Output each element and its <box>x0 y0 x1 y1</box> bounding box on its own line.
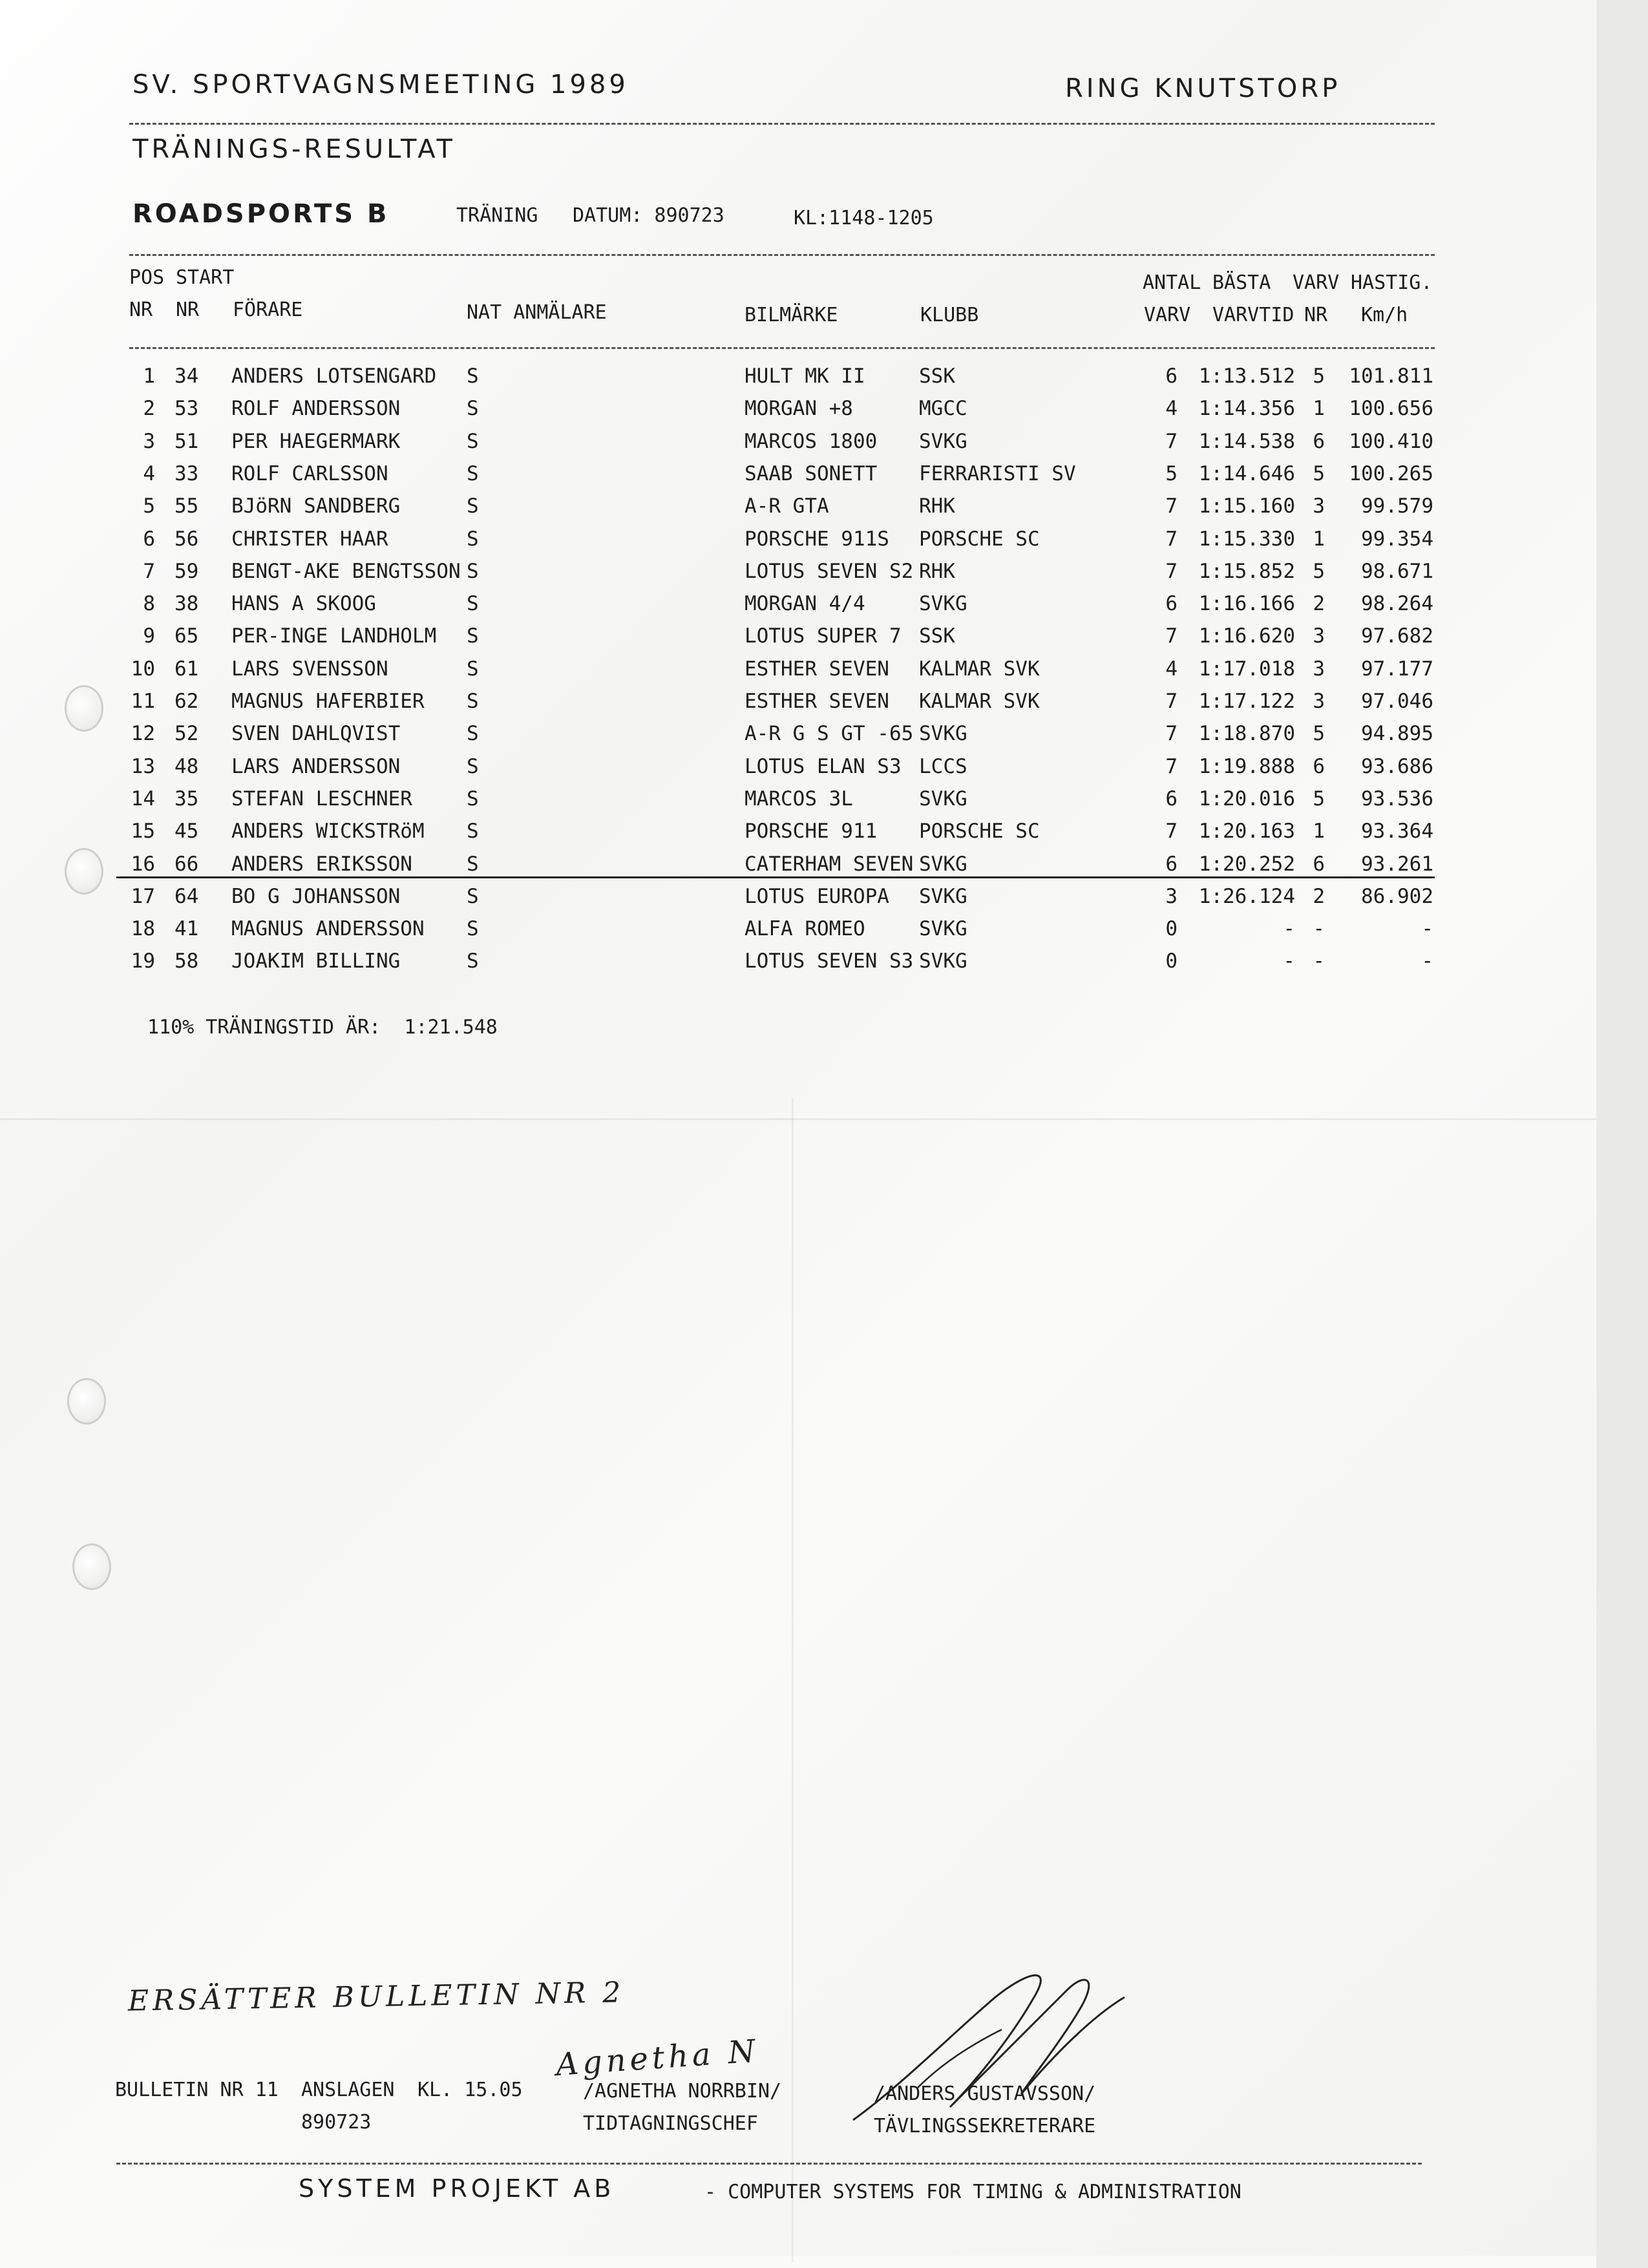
cell-pos: 1 <box>143 365 155 388</box>
cell-driver: ROLF ANDERSSON <box>231 397 401 421</box>
document-type: TRÄNINGS-RESULTAT <box>132 134 456 164</box>
cell-speed: 93.261 <box>1361 852 1433 876</box>
cell-driver: HANS A SKOOG <box>231 592 376 616</box>
col-start-top: START <box>176 266 235 289</box>
cell-nat: S <box>467 657 479 681</box>
cell-start: 58 <box>174 949 199 973</box>
fold-line-vertical <box>792 1099 794 2262</box>
cell-lap-nr: 5 <box>1313 722 1325 746</box>
cell-laps: 7 <box>1165 527 1178 551</box>
cell-pos: 18 <box>131 917 155 941</box>
official-1-name: /AGNETHA NORRBIN/ <box>583 2080 782 2103</box>
cell-start: 35 <box>174 787 199 811</box>
table-row <box>0 853 1596 885</box>
cell-club: SSK <box>919 624 955 648</box>
table-row <box>0 657 1596 690</box>
cell-pos: 13 <box>131 754 155 778</box>
cell-car: LOTUS SEVEN S3 <box>745 949 914 973</box>
cell-club: PORSCHE SC <box>919 527 1040 551</box>
cell-speed: 86.902 <box>1361 884 1433 908</box>
cell-driver: ANDERS LOTSENGARD <box>231 365 437 388</box>
cell-pos: 5 <box>143 494 155 518</box>
cell-nat: S <box>467 820 479 843</box>
cell-car: ESTHER SEVEN <box>745 690 889 713</box>
cell-car: PORSCHE 911S <box>745 527 889 551</box>
cell-nat: S <box>467 949 479 973</box>
cell-driver: BENGT-AKE BENGTSSON <box>231 559 461 583</box>
cell-lap-nr: - <box>1313 917 1325 941</box>
session-time: KL:1148-1205 <box>794 207 934 229</box>
cell-pos: 15 <box>131 820 155 843</box>
cell-driver: MAGNUS ANDERSSON <box>231 917 425 941</box>
cell-start: 34 <box>174 365 199 388</box>
session-label: TRÄNING <box>456 204 538 227</box>
punch-hole <box>67 1378 106 1425</box>
cell-laps: 4 <box>1165 397 1178 421</box>
cell-pos: 3 <box>143 429 155 453</box>
cell-lap-nr: 5 <box>1313 559 1325 583</box>
cell-club: SVKG <box>919 722 967 746</box>
cell-lap-nr: 1 <box>1313 820 1325 843</box>
cell-speed: 97.046 <box>1361 690 1433 713</box>
paper-edge <box>1596 0 1648 2268</box>
signature-agnetha: Agnetha N <box>555 2033 761 2083</box>
cell-nat: S <box>467 592 479 616</box>
cell-nat: S <box>467 624 479 648</box>
punch-hole <box>72 1543 111 1590</box>
cell-driver: LARS ANDERSSON <box>231 754 401 778</box>
col-lapnr-top: VARV <box>1293 271 1340 294</box>
cell-club: LCCS <box>919 754 967 778</box>
cell-nat: S <box>467 365 479 388</box>
cell-laps: 7 <box>1165 722 1178 746</box>
cell-car: CATERHAM SEVEN <box>745 852 914 876</box>
cell-club: SVKG <box>919 429 967 453</box>
cell-car: LOTUS SUPER 7 <box>745 624 902 648</box>
cell-best-lap: 1:18.870 <box>1198 722 1295 746</box>
cell-start: 64 <box>174 884 199 908</box>
cell-best-lap: 1:19.888 <box>1198 754 1295 778</box>
company-name: SYSTEM PROJEKT AB <box>299 2174 615 2203</box>
cell-pos: 17 <box>131 884 155 908</box>
cell-driver: ROLF CARLSSON <box>231 461 388 485</box>
cell-start: 59 <box>174 559 199 583</box>
cell-laps: 7 <box>1165 690 1178 713</box>
cell-pos: 19 <box>131 949 155 973</box>
official-2-title: TÄVLINGSSEKRETERARE <box>874 2115 1096 2137</box>
col-car: BILMÄRKE <box>745 304 838 326</box>
cell-club: RHK <box>919 559 955 583</box>
cell-start: 41 <box>174 917 199 941</box>
cell-best-lap: 1:17.122 <box>1198 690 1295 713</box>
cell-car: LOTUS EUROPA <box>745 884 889 908</box>
cell-driver: BJöRN SANDBERG <box>231 494 401 518</box>
cell-driver: STEFAN LESCHNER <box>231 787 412 811</box>
cell-nat: S <box>467 559 479 583</box>
cell-speed: 99.579 <box>1361 494 1433 518</box>
table-row <box>0 949 1596 982</box>
cell-driver: SVEN DAHLQVIST <box>231 722 401 746</box>
cell-start: 38 <box>174 592 199 616</box>
table-row <box>0 527 1596 560</box>
cell-club: KALMAR SVK <box>919 690 1040 713</box>
cell-speed: 100.265 <box>1349 461 1433 485</box>
cell-car: A-R G S GT -65 <box>745 722 914 746</box>
posted-time: KL. 15.05 <box>417 2079 523 2101</box>
cell-lap-nr: 2 <box>1313 884 1325 908</box>
cell-nat: S <box>467 852 479 876</box>
cell-lap-nr: 3 <box>1313 657 1325 681</box>
cell-laps: 6 <box>1165 787 1178 811</box>
col-start-bottom: NR <box>176 299 200 321</box>
table-row <box>0 690 1596 722</box>
cell-laps: 0 <box>1165 949 1178 973</box>
cell-pos: 12 <box>131 722 155 746</box>
cell-best-lap: 1:26.124 <box>1198 884 1295 908</box>
cell-car: SAAB SONETT <box>745 461 878 485</box>
cell-laps: 0 <box>1165 917 1178 941</box>
cell-start: 55 <box>174 494 199 518</box>
cell-car: MARCOS 1800 <box>745 429 878 453</box>
table-row <box>0 917 1596 949</box>
cell-lap-nr: 6 <box>1313 429 1325 453</box>
cell-club: PORSCHE SC <box>919 820 1040 843</box>
cell-laps: 7 <box>1165 624 1178 648</box>
cell-nat: S <box>467 494 479 518</box>
table-row <box>0 462 1596 494</box>
cell-lap-nr: 2 <box>1313 592 1325 616</box>
cell-nat: S <box>467 527 479 551</box>
qualifying-time-note: 110% TRÄNINGSTID ÄR: 1:21.548 <box>147 1016 498 1039</box>
cell-best-lap: 1:14.356 <box>1198 397 1295 421</box>
table-row <box>0 885 1596 917</box>
cell-lap-nr: 3 <box>1313 494 1325 518</box>
cell-driver: CHRISTER HAAR <box>231 527 388 551</box>
cell-pos: 16 <box>131 852 155 876</box>
cell-start: 65 <box>174 624 199 648</box>
cell-nat: S <box>467 429 479 453</box>
cell-laps: 4 <box>1165 657 1178 681</box>
event-title: SV. SPORTVAGNSMEETING 1989 <box>132 70 629 100</box>
col-best-bottom: VARVTID <box>1212 304 1294 326</box>
cell-pos: 7 <box>143 559 155 583</box>
cell-best-lap: 1:20.016 <box>1198 787 1295 811</box>
cell-best-lap: 1:20.252 <box>1198 852 1295 876</box>
divider <box>129 347 1435 349</box>
cell-speed: - <box>1421 949 1433 973</box>
cell-lap-nr: 6 <box>1313 852 1325 876</box>
cell-nat: S <box>467 690 479 713</box>
cell-best-lap: - <box>1283 949 1295 973</box>
cell-club: SVKG <box>919 592 967 616</box>
cell-club: FERRARISTI SV <box>919 461 1076 485</box>
cell-car: MARCOS 3L <box>745 787 853 811</box>
col-laps-bottom: VARV <box>1144 304 1191 326</box>
col-speed-top: HASTIG. <box>1351 271 1433 294</box>
cell-club: RHK <box>919 494 955 518</box>
cell-start: 51 <box>174 429 199 453</box>
table-row <box>0 787 1596 820</box>
official-2-name: /ANDERS GUSTAVSSON/ <box>874 2083 1096 2105</box>
table-row <box>0 560 1596 592</box>
cell-laps: 7 <box>1165 559 1178 583</box>
cell-speed: 93.364 <box>1361 820 1433 843</box>
cell-pos: 9 <box>143 624 155 648</box>
cell-pos: 10 <box>131 657 155 681</box>
cell-best-lap: 1:15.160 <box>1198 494 1295 518</box>
col-pos-top: POS <box>129 266 165 289</box>
table-row <box>0 722 1596 754</box>
cell-lap-nr: - <box>1313 949 1325 973</box>
cell-lap-nr: 5 <box>1313 787 1325 811</box>
col-best-top: BÄSTA <box>1212 271 1271 294</box>
cell-start: 45 <box>174 820 199 843</box>
col-lapnr-bottom: NR <box>1304 304 1328 326</box>
cell-lap-nr: 5 <box>1313 461 1325 485</box>
cell-club: MGCC <box>919 397 967 421</box>
cell-car: MORGAN 4/4 <box>745 592 865 616</box>
table-row <box>0 755 1596 787</box>
bulletin-number: BULLETIN NR 11 <box>115 2079 279 2101</box>
cell-best-lap: 1:15.852 <box>1198 559 1295 583</box>
official-1-title: TIDTAGNINGSCHEF <box>583 2112 758 2135</box>
table-row <box>0 397 1596 429</box>
cell-pos: 8 <box>143 592 155 616</box>
cell-club: SVKG <box>919 949 967 973</box>
cell-car: LOTUS ELAN S3 <box>745 754 902 778</box>
cell-start: 61 <box>174 657 199 681</box>
cell-best-lap: 1:17.018 <box>1198 657 1295 681</box>
cell-club: SVKG <box>919 787 967 811</box>
cell-club: SVKG <box>919 884 967 908</box>
col-laps-top: ANTAL <box>1143 271 1201 294</box>
cell-best-lap: 1:14.538 <box>1198 429 1295 453</box>
table-row <box>0 820 1596 852</box>
cell-speed: 93.536 <box>1361 787 1433 811</box>
cell-lap-nr: 6 <box>1313 754 1325 778</box>
cell-club: SSK <box>919 365 955 388</box>
cell-club: SVKG <box>919 852 967 876</box>
company-tagline: - COMPUTER SYSTEMS FOR TIMING & ADMINISTRATION <box>704 2181 1241 2203</box>
cell-driver: JOAKIM BILLING <box>231 949 401 973</box>
fold-line-horizontal <box>0 1118 1596 1120</box>
table-row <box>0 494 1596 527</box>
cell-car: A-R GTA <box>745 494 829 518</box>
divider <box>129 123 1435 125</box>
posted-date: 890723 <box>301 2111 372 2134</box>
cell-lap-nr: 3 <box>1313 690 1325 713</box>
cell-best-lap: 1:13.512 <box>1198 365 1295 388</box>
cell-nat: S <box>467 884 479 908</box>
cell-start: 33 <box>174 461 199 485</box>
cell-speed: 100.410 <box>1349 429 1433 453</box>
cell-laps: 3 <box>1165 884 1178 908</box>
cell-driver: MAGNUS HAFERBIER <box>231 690 425 713</box>
col-speed-bottom: Km/h <box>1361 304 1408 326</box>
cell-start: 48 <box>174 754 199 778</box>
cell-driver: PER-INGE LANDHOLM <box>231 624 437 648</box>
cell-best-lap: 1:16.166 <box>1198 592 1295 616</box>
cell-pos: 4 <box>143 461 155 485</box>
table-row <box>0 592 1596 624</box>
cell-start: 66 <box>174 852 199 876</box>
cell-laps: 7 <box>1165 754 1178 778</box>
cell-lap-nr: 1 <box>1313 397 1325 421</box>
cell-car: PORSCHE 911 <box>745 820 878 843</box>
cell-speed: 93.686 <box>1361 754 1433 778</box>
cell-start: 53 <box>174 397 199 421</box>
cell-pos: 2 <box>143 397 155 421</box>
col-nat-entrant: NAT ANMÄLARE <box>467 301 607 324</box>
session-date: DATUM: 890723 <box>573 204 724 227</box>
cell-best-lap: 1:20.163 <box>1198 820 1295 843</box>
cell-lap-nr: 5 <box>1313 365 1325 388</box>
cell-speed: 101.811 <box>1349 365 1433 388</box>
cell-pos: 6 <box>143 527 155 551</box>
cell-car: ESTHER SEVEN <box>745 657 889 681</box>
col-driver: FÖRARE <box>233 299 303 321</box>
cell-laps: 6 <box>1165 592 1178 616</box>
cell-best-lap: 1:16.620 <box>1198 624 1295 648</box>
divider <box>116 2163 1422 2165</box>
cell-nat: S <box>467 461 479 485</box>
cell-speed: 98.671 <box>1361 559 1433 583</box>
cell-speed: 97.177 <box>1361 657 1433 681</box>
cell-laps: 7 <box>1165 494 1178 518</box>
cell-driver: ANDERS ERIKSSON <box>231 852 412 876</box>
cell-speed: - <box>1421 917 1433 941</box>
cell-speed: 100.656 <box>1349 397 1433 421</box>
venue-title: RING KNUTSTORP <box>1065 74 1341 103</box>
cell-lap-nr: 1 <box>1313 527 1325 551</box>
cell-driver: ANDERS WICKSTRöM <box>231 820 425 843</box>
col-club: KLUBB <box>920 304 979 326</box>
table-row <box>0 365 1596 397</box>
cell-speed: 94.895 <box>1361 722 1433 746</box>
cell-car: HULT MK II <box>745 365 865 388</box>
cell-best-lap: - <box>1283 917 1295 941</box>
cell-laps: 6 <box>1165 852 1178 876</box>
cell-driver: LARS SVENSSON <box>231 657 388 681</box>
cell-start: 62 <box>174 690 199 713</box>
cell-laps: 7 <box>1165 820 1178 843</box>
cell-best-lap: 1:14.646 <box>1198 461 1295 485</box>
cell-driver: BO G JOHANSSON <box>231 884 401 908</box>
cell-start: 56 <box>174 527 199 551</box>
signature-anders <box>840 1958 1144 2139</box>
col-pos-bottom: NR <box>129 299 153 321</box>
table-row <box>0 430 1596 462</box>
cell-club: KALMAR SVK <box>919 657 1040 681</box>
cell-speed: 99.354 <box>1361 527 1433 551</box>
handwritten-note: ERSÄTTER BULLETIN NR 2 <box>127 1976 625 2018</box>
cell-nat: S <box>467 722 479 746</box>
cell-speed: 97.682 <box>1361 624 1433 648</box>
cell-nat: S <box>467 397 479 421</box>
cell-nat: S <box>467 754 479 778</box>
cell-car: ALFA ROMEO <box>745 917 865 941</box>
cell-driver: PER HAEGERMARK <box>231 429 401 453</box>
cell-nat: S <box>467 917 479 941</box>
posted-label: ANSLAGEN <box>301 2079 395 2101</box>
cell-pos: 11 <box>131 690 155 713</box>
class-name: ROADSPORTS B <box>132 199 390 229</box>
cell-lap-nr: 3 <box>1313 624 1325 648</box>
cell-laps: 5 <box>1165 461 1178 485</box>
cell-car: MORGAN +8 <box>745 397 853 421</box>
qualifying-cut-line <box>116 876 1435 878</box>
cell-pos: 14 <box>131 787 155 811</box>
divider <box>129 254 1435 256</box>
cell-start: 52 <box>174 722 199 746</box>
cell-club: SVKG <box>919 917 967 941</box>
cell-speed: 98.264 <box>1361 592 1433 616</box>
cell-laps: 6 <box>1165 365 1178 388</box>
cell-car: LOTUS SEVEN S2 <box>745 559 914 583</box>
cell-laps: 7 <box>1165 429 1178 453</box>
cell-nat: S <box>467 787 479 811</box>
table-row <box>0 624 1596 657</box>
cell-best-lap: 1:15.330 <box>1198 527 1295 551</box>
